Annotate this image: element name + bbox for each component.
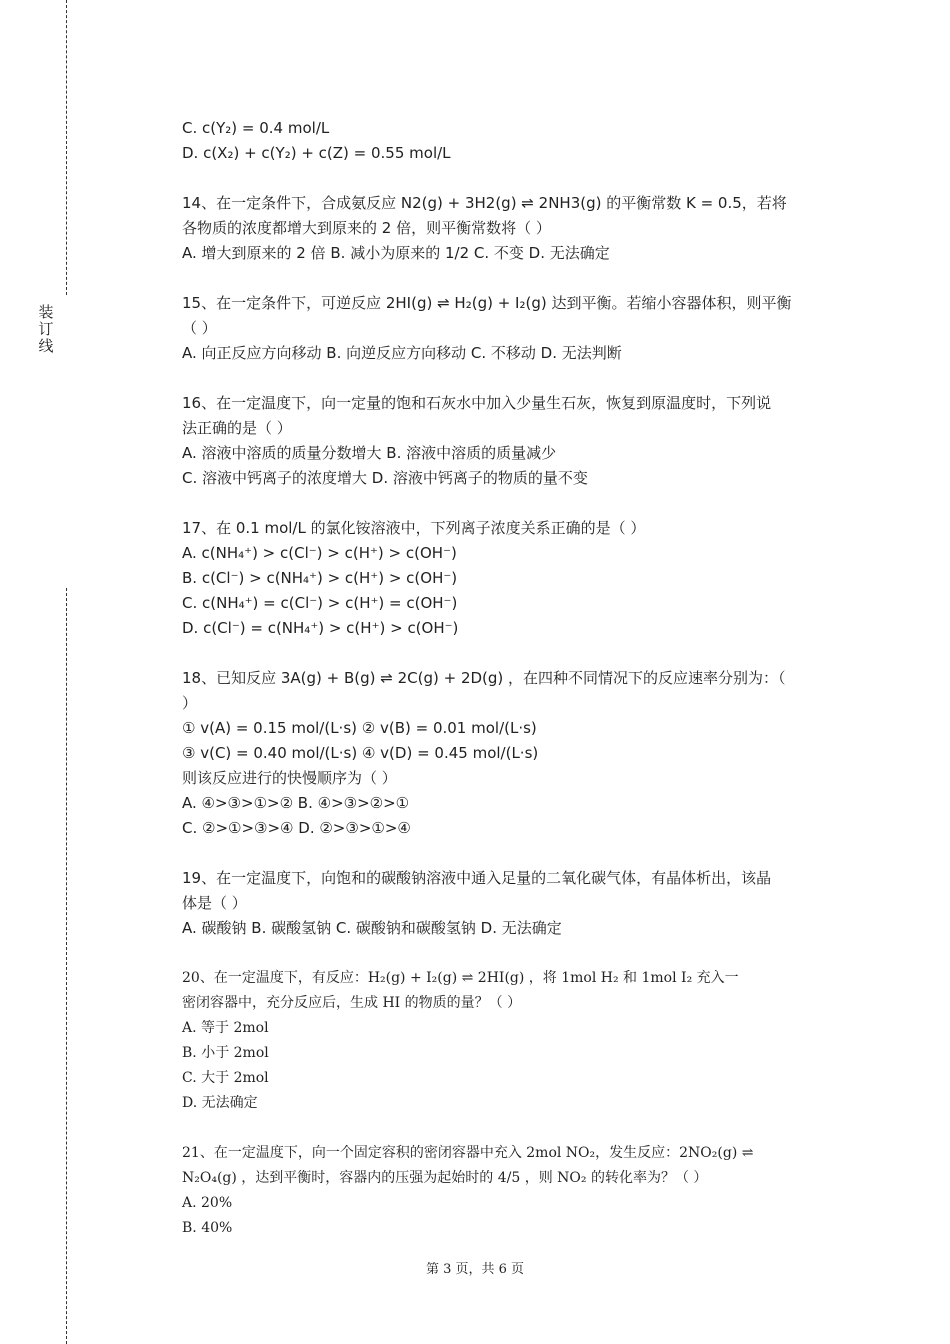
rate-line: ③ v(C) = 0.40 mol/(L·s) ④ v(D) = 0.45 mol/(L·s) (182, 744, 539, 762)
question-text: （ ） (182, 319, 217, 337)
option-c: C. c(NH₄⁺) = c(Cl⁻) > c(H⁺) = c(OH⁻) (182, 594, 458, 612)
option-a: A. c(NH₄⁺) > c(Cl⁻) > c(H⁺) > c(OH⁻) (182, 544, 457, 562)
binding-line-label: 装订线 (38, 303, 54, 355)
question-18 (182, 666, 838, 841)
option-d: D. 无法确定 (182, 1095, 258, 1111)
question-text: 15、在一定条件下，可逆反应 2HI(g) ⇌ H₂(g) + I₂(g) 达到平衡。若缩小容器体积，则平衡 (182, 294, 792, 312)
question-13-tail (182, 116, 838, 166)
option-c: C. 大于 2mol (182, 1070, 269, 1086)
page-number-footer: 第 3 页，共 6 页 (425, 1262, 525, 1277)
question-list (182, 116, 838, 1241)
option-b: B. 小于 2mol (182, 1045, 269, 1061)
question-text: 19、在一定温度下，向饱和的碳酸钠溶液中通入足量的二氧化碳气体，有晶体析出，该晶 (182, 869, 772, 887)
options-line: A. 向正反应方向移动 B. 向逆反应方向移动 C. 不移动 D. 无法判断 (182, 344, 622, 362)
question-16 (182, 391, 838, 491)
option-d: D. c(Cl⁻) = c(NH₄⁺) > c(H⁺) > c(OH⁻) (182, 619, 459, 637)
question-text: ） (182, 694, 198, 712)
options-line: A. 碳酸钠 B. 碳酸氢钠 C. 碳酸钠和碳酸氢钠 D. 无法确定 (182, 919, 562, 937)
option-b: B. 40% (182, 1220, 233, 1236)
question-text: 14、在一定条件下，合成氨反应 N2(g) + 3H2(g) ⇌ 2NH3(g) 的平衡常数 K = 0.5，若将 (182, 194, 787, 212)
question-text: 则该反应进行的快慢顺序为（ ） (182, 769, 397, 787)
options-line: C. ②>①>③>④ D. ②>③>①>④ (182, 819, 411, 837)
question-text: 20、在一定温度下，有反应：H₂(g) + I₂(g) ⇌ 2HI(g) ，将 1mol H₂ 和 1mol I₂ 充入一 (182, 970, 739, 986)
options-line: A. 增大到原来的 2 倍 B. 减小为原来的 1/2 C. 不变 D. 无法确定 (182, 244, 610, 262)
question-text: N₂O₄(g) ，达到平衡时，容器内的压强为起始时的 4/5 ，则 NO₂ 的转化率为？（ ） (182, 1170, 708, 1186)
question-text: 16、在一定温度下，向一定量的饱和石灰水中加入少量生石灰，恢复到原温度时，下列说 (182, 394, 772, 412)
options-line: C. 溶液中钙离子的浓度增大 D. 溶液中钙离子的物质的量不变 (182, 469, 588, 487)
question-text: 各物质的浓度都增大到原来的 2 倍，则平衡常数将（ ） (182, 219, 551, 237)
option-c: C. c(Y₂) = 0.4 mol/L (182, 119, 330, 137)
question-text: 17、在 0.1 mol/L 的氯化铵溶液中，下列离子浓度关系正确的是（ ） (182, 519, 646, 537)
question-text: 法正确的是（ ） (182, 419, 292, 437)
question-17 (182, 516, 838, 641)
option-d: D. c(X₂) + c(Y₂) + c(Z) = 0.55 mol/L (182, 144, 451, 162)
question-text: 密闭容器中，充分反应后，生成 HI 的物质的量？（ ） (182, 995, 522, 1011)
rate-line: ① v(A) = 0.15 mol/(L·s) ② v(B) = 0.01 mol/(L·s) (182, 719, 537, 737)
question-text: 21、在一定温度下，向一个固定容积的密闭容器中充入 2mol NO₂，发生反应：2NO₂(g) ⇌ (182, 1145, 754, 1161)
options-line: A. ④>③>①>② B. ④>③>②>① (182, 794, 410, 812)
option-a: A. 20% (182, 1195, 233, 1211)
question-14 (182, 191, 838, 266)
question-21 (182, 1141, 838, 1241)
options-line: A. 溶液中溶质的质量分数增大 B. 溶液中溶质的质量减少 (182, 444, 557, 462)
question-19 (182, 866, 838, 941)
binding-line-bottom (66, 588, 67, 1344)
question-text: 18、已知反应 3A(g) + B(g) ⇌ 2C(g) + 2D(g) ，在四种不同情况下的反应速率分别为：（ (182, 669, 786, 687)
question-15 (182, 291, 838, 366)
binding-line-top (66, 0, 67, 295)
question-20 (182, 966, 838, 1116)
option-b: B. c(Cl⁻) > c(NH₄⁺) > c(H⁺) > c(OH⁻) (182, 569, 458, 587)
question-text: 体是（ ） (182, 894, 247, 912)
option-a: A. 等于 2mol (182, 1020, 269, 1036)
